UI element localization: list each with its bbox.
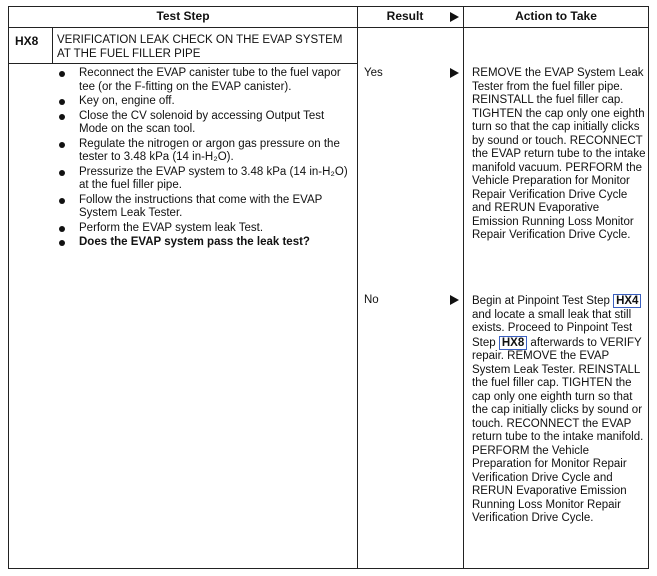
header-arrow-icon	[450, 12, 459, 22]
no-arrow-icon	[450, 295, 459, 305]
header-action: Action to Take	[515, 9, 597, 23]
action-yes: REMOVE the EVAP System Leak Tester from the fuel filler pipe. REINSTALL the fuel filler cap. TIGHTEN the cap only one eighth turn so that the cap initially clicks by sound or touch. RECONNECT the EVAP return tube to the intake manifold vacuum. PERFORM the Vehicle Preparation for Monitor Repair Verification Drive Cycle and RERUN Evaporative Emission Running Loss Monitor Repair Verification Drive Cycle.	[472, 67, 646, 241]
test-step-table	[8, 6, 649, 569]
header-test-step: Test Step	[156, 9, 210, 23]
step-bullets	[55, 67, 355, 251]
list-item-question: Does the EVAP system pass the leak test?	[55, 236, 355, 250]
list-item: Pressurize the EVAP system to 3.48 kPa (14 in-H₂O) at the fuel filler pipe.	[55, 166, 355, 193]
header-rule	[9, 27, 648, 28]
result-no: No	[364, 294, 379, 306]
pinpoint-link-hx4[interactable]: HX4	[613, 294, 641, 308]
action-no-text-1: Begin at Pinpoint Test Step	[472, 295, 614, 307]
column-divider-result	[357, 7, 358, 568]
step-id: HX8	[15, 34, 39, 48]
step-title: VERIFICATION LEAK CHECK ON THE EVAP SYSTEM AT THE FUEL FILLER PIPE	[57, 34, 343, 60]
list-item: Close the CV solenoid by accessing Output Test Mode on the scan tool.	[55, 110, 355, 137]
action-no	[472, 294, 648, 526]
list-item: Key on, engine off.	[55, 95, 355, 109]
list-item: Perform the EVAP system leak Test.	[55, 222, 355, 236]
action-no-text-3: afterwards to VERIFY repair. REMOVE the EVAP System Leak Tester. REINSTALL the fuel filler cap. TIGHTEN the cap only one eighth turn so that the cap initially clicks by sound or touch. RECONNECT the EVAP return tube to the intake manifold. PERFORM the Vehicle Preparation for Monitor Repair Verification Drive Cycle and RERUN Evaporative Emission Running Loss Monitor Repair Verification Drive Cycle.	[472, 336, 644, 524]
title-rule	[9, 63, 357, 64]
result-yes: Yes	[364, 67, 383, 79]
pinpoint-link-hx8[interactable]: HX8	[499, 336, 527, 350]
list-item: Reconnect the EVAP canister tube to the fuel vapor tee (or the F-fitting on the EVAP canister).	[55, 67, 355, 94]
column-divider-action	[463, 7, 464, 568]
column-divider-step-id	[52, 28, 53, 64]
yes-arrow-icon	[450, 68, 459, 78]
list-item: Follow the instructions that come with the EVAP System Leak Tester.	[55, 194, 355, 221]
header-result: Result	[386, 9, 424, 23]
action-no-text-2: and locate a small leak that still exists. Proceed to Pinpoint Test Step	[472, 308, 633, 349]
list-item: Regulate the nitrogen or argon gas pressure on the tester to 3.48 kPa (14 in-H₂O).	[55, 138, 355, 165]
